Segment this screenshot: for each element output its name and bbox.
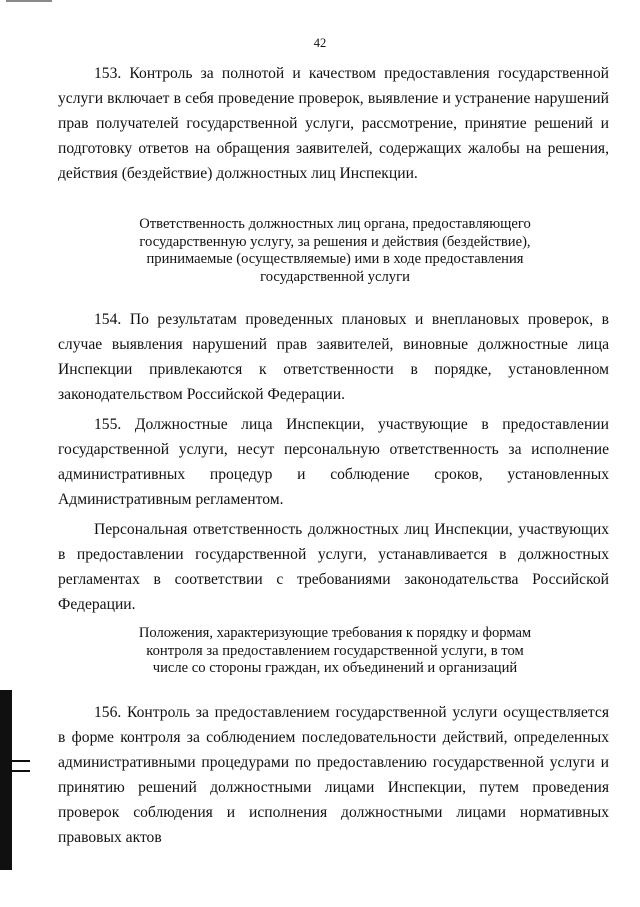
heading-control-forms-line-1: Положения, характеризующие требования к порядку и формам: [138, 625, 532, 641]
heading-responsibility-line-2: государственную услугу, за решения и действия (бездействие),: [139, 233, 531, 250]
paragraph-155: 155. Должностные лица Инспекции, участвующие в предоставлении государственной услуги, несут персональную ответственность за исполнение административных процедур и соблюдение сроков, установленных Административным регламентом.: [58, 416, 609, 508]
heading-responsibility-line-1: Ответственность должностных лиц органа, предоставляющего: [139, 216, 531, 232]
paragraph-154: 154. По результатам проведенных плановых и внеплановых проверок, в случае выявления нарушений прав заявителей, виновные должностные лица Инспекции привлекаются к ответственности в порядке, установленном законодательством Российской Федерации.: [58, 311, 609, 403]
heading-control-forms-line-3: числе со стороны граждан, их объединений и организаций: [152, 660, 518, 676]
heading-control-forms-line-2: контроля за предоставлением государственной услуги, в том: [146, 642, 524, 659]
paragraph-156: 156. Контроль за предоставлением государственной услуги осуществляется в форме контроля за соблюдением последовательности действий, определенных административными процедурами по предоставлению государственной услуги и принятию решений должностными лицами Инспекции, путем проведения проверок соблюдения и исполнения должностными лицами нормативных правовых актов: [58, 704, 609, 846]
heading-responsibility-line-4: государственной услуги: [260, 268, 410, 285]
scan-corner-mark: [6, 0, 52, 2]
scan-margin-bar: [0, 690, 12, 870]
scan-margin-tick: [8, 770, 30, 772]
page-number: 42: [313, 36, 327, 50]
heading-responsibility: [110, 216, 560, 286]
paragraph-153: 153. Контроль за полнотой и качеством предоставления государственной услуги включает в себя проведение проверок, выявление и устранение нарушений прав получателей государственной услуги, рассмотрение, принятие решений и подготовку ответов на обращения заявителей, содержащих жалобы на решения, действия (бездействие) должностных лиц Инспекции.: [58, 65, 609, 182]
scan-margin-tick: [8, 760, 30, 762]
paragraph-155-continued: Персональная ответственность должностных лиц Инспекции, участвующих в предоставлении государственной услуги, устанавливается в должностных регламентах в соответствии с требованиями законодательства Российской Федерации.: [58, 521, 609, 613]
heading-responsibility-line-3: принимаемые (осуществляемые) ими в ходе предоставления: [146, 251, 524, 267]
heading-control-forms: [110, 625, 560, 678]
